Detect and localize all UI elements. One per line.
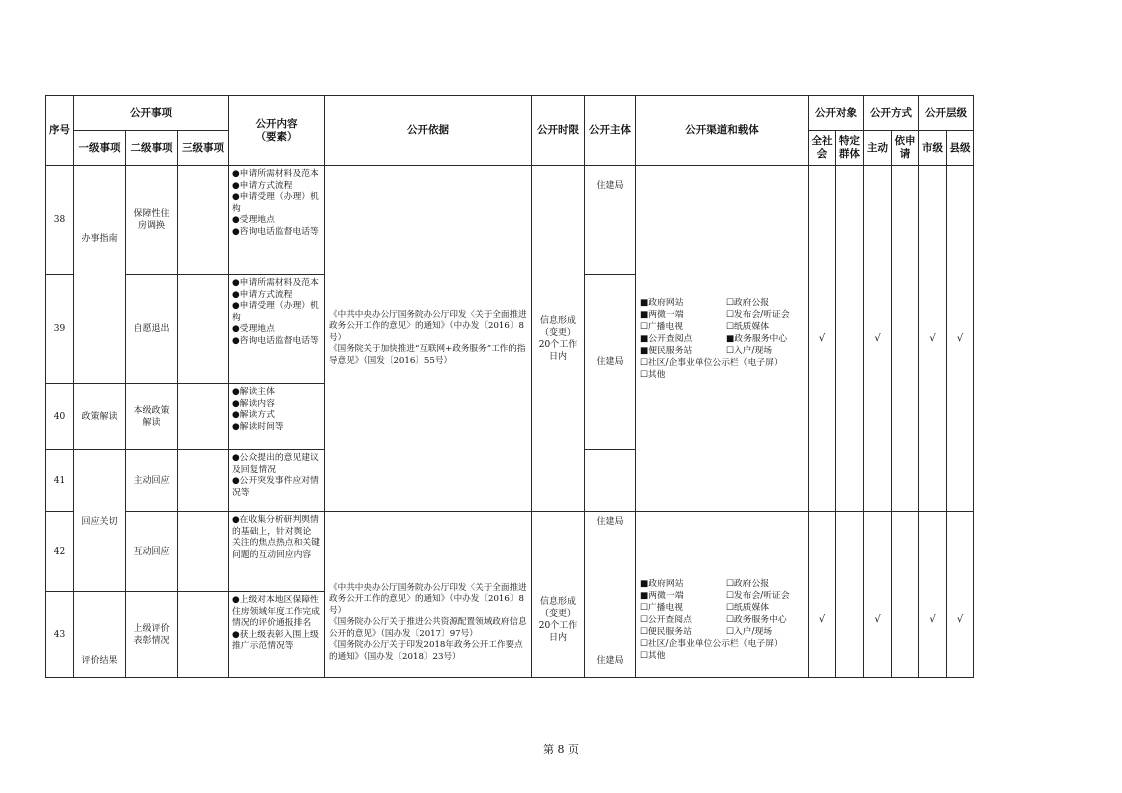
level-county-cell [946, 165, 974, 512]
level2-label: 本级政策解读 [133, 405, 170, 428]
subject-text: 住建局 [596, 181, 624, 191]
header-target [808, 95, 864, 131]
header-level2 [125, 130, 178, 166]
content-cell [228, 449, 325, 512]
content-text: ●上级对本地区保障性住房领域年度工作完成情况的评价通报排名 ●获上级表彰入围上级推广示范情况等 [232, 595, 320, 652]
header-channel-label: 公开渠道和载体 [685, 124, 759, 136]
header-method-label: 公开方式 [870, 106, 912, 119]
header-method-active-label: 主动 [867, 141, 888, 154]
header-target-all-label: 全社会 [811, 135, 833, 160]
channel-extra [640, 638, 809, 662]
channel-list [640, 578, 809, 662]
channel-grid [640, 297, 809, 357]
header-level [918, 95, 974, 131]
header-level1-label: 一级事项 [78, 141, 121, 154]
level2-cell [125, 511, 178, 592]
channel-option: ☐公开查阅点 [640, 614, 692, 625]
channel-option: ☐广播电视 [640, 321, 684, 332]
channel-option: ☐社区/企事业单位公示栏（电子屏） [640, 638, 783, 649]
header-target-label: 公开对象 [815, 106, 857, 119]
channel-cell [635, 165, 809, 512]
subject-cell [584, 165, 636, 275]
level1-label: 政策解读 [81, 411, 118, 422]
level3-cell [177, 511, 229, 592]
channel-option: ■公开查阅点 [640, 333, 693, 344]
time-text: 信息形成（变更）20个工作日内 [538, 315, 578, 362]
channel-option: ☐政府公报 [726, 578, 770, 589]
row-39-no [45, 274, 74, 384]
header-time [531, 95, 585, 166]
level3-cell [177, 383, 229, 450]
header-level2-label: 二级事项 [130, 141, 173, 154]
channel-option: ☐政府公报 [726, 297, 770, 308]
level2-label: 自愿退出 [133, 324, 170, 334]
check-mark: √ [818, 332, 826, 344]
level2-label: 上级评价表彰情况 [133, 623, 170, 646]
header-seq-label: 序号 [49, 124, 70, 136]
header-basis-label: 公开依据 [407, 124, 449, 136]
check-mark: √ [956, 332, 964, 344]
channel-option: ■两微一端 [640, 309, 684, 320]
level3-cell [177, 274, 229, 384]
channel-option: ☐纸质媒体 [726, 321, 770, 332]
check-mark: √ [818, 613, 826, 625]
channel-option: ☐政务服务中心 [726, 614, 787, 625]
channel-grid [640, 578, 809, 638]
header-items-label: 公开事项 [130, 106, 172, 119]
header-method-active [863, 130, 892, 166]
row-number: 43 [53, 629, 66, 640]
header-target-all [808, 130, 836, 166]
time-cell [531, 511, 585, 678]
header-channel [635, 95, 809, 166]
content-text: ●申请所需材料及范本 ●申请方式流程 ●申请受理（办理）机构 ●受理地点 ●咨询电话监督电话等 [232, 278, 319, 346]
level2-label: 互动回应 [133, 546, 170, 557]
method-apply-cell [891, 165, 919, 512]
channel-option: ☐发布会/听证会 [726, 590, 790, 601]
content-text: ●解读主体 ●解读内容 ●解读方式 ●解读时间等 [232, 387, 284, 432]
content-cell [228, 165, 325, 275]
row-number: 42 [53, 546, 66, 557]
level1-evaluation [73, 591, 126, 678]
level2-cell [125, 274, 178, 384]
channel-list [640, 297, 809, 381]
channel-option: ■便民服务站 [640, 345, 693, 356]
channel-option: ☐广播电视 [640, 602, 684, 613]
header-level1 [73, 130, 126, 166]
channel-cell [635, 511, 809, 678]
header-level-city-label: 市级 [922, 141, 943, 154]
header-method [863, 95, 919, 131]
channel-option: ■政府网站 [640, 578, 684, 589]
page-number: 第 8 页 [543, 743, 579, 756]
header-content-label: 公开内容（要素） [255, 117, 298, 143]
level1-response [73, 449, 126, 592]
content-cell [228, 511, 325, 592]
check-mark: √ [956, 613, 964, 625]
row-number: 39 [53, 324, 66, 334]
method-active-cell [863, 165, 892, 512]
header-level3-label: 三级事项 [182, 141, 224, 154]
level1-label: 评价结果 [81, 656, 118, 666]
channel-option: ☐发布会/听证会 [726, 309, 790, 320]
header-method-apply [891, 130, 919, 166]
target-all-cell [808, 511, 836, 678]
check-mark: √ [874, 332, 881, 344]
level1-label: 回应关切 [81, 516, 118, 527]
channel-option: ☐其他 [640, 650, 666, 661]
channel-option: ■政府网站 [640, 297, 684, 308]
level3-cell [177, 165, 229, 275]
level2-cell [125, 165, 178, 275]
subject-cell [584, 449, 636, 512]
channel-option: ■政务服务中心 [726, 333, 788, 344]
level1-policy [73, 383, 126, 450]
row-number: 41 [53, 475, 66, 486]
level3-cell [177, 449, 229, 512]
row-42-no [45, 511, 74, 592]
target-all-cell [808, 165, 836, 512]
header-method-apply-label: 依申请 [894, 135, 916, 160]
level1-guide [73, 165, 126, 384]
method-apply-cell [891, 511, 919, 678]
content-cell [228, 383, 325, 450]
header-target-specific-label: 特定群体 [839, 135, 860, 160]
header-level-label: 公开层级 [925, 106, 967, 119]
subject-text: 住建局 [596, 357, 624, 367]
target-specific-cell [835, 511, 864, 678]
channel-option: ☐入户/现场 [726, 626, 773, 637]
row-number: 40 [53, 411, 66, 422]
level-county-cell [946, 511, 974, 678]
row-43-no [45, 591, 74, 678]
header-level3 [177, 130, 229, 166]
header-target-specific [835, 130, 864, 166]
channel-option: ☐便民服务站 [640, 626, 692, 637]
level2-label: 主动回应 [133, 475, 170, 486]
channel-option: ☐入户/现场 [726, 345, 773, 356]
time-text: 信息形成（变更）20个工作日内 [538, 596, 578, 643]
target-specific-cell [835, 165, 864, 512]
check-mark: √ [929, 332, 936, 344]
content-text: ●申请所需材料及范本 ●申请方式流程 ●申请受理（办理）机构 ●受理地点 ●咨询电话监督电话等 [232, 169, 319, 237]
subject-text: 住建局 [596, 517, 624, 527]
basis-text: 《中共中央办公厅国务院办公厅印发〈关于全面推进政务公开工作的意见〉的通知》（中办发〔2016〕8号） 《国务院办公厅关于推进公共资源配置领域政府信息公开的意见》（国办发〔2017〕97号） 《国务院办公厅关于印发2018年政务公开工作要点的通知》（国办发〔2018〕23号） [329, 582, 527, 662]
subject-cell [584, 511, 636, 678]
channel-option: ☐社区/企事业单位公示栏（电子屏） [640, 357, 783, 368]
check-mark: √ [874, 613, 881, 625]
basis-cell [324, 511, 532, 678]
channel-extra [640, 357, 809, 381]
channel-option: ☐其他 [640, 369, 666, 380]
time-cell [531, 165, 585, 512]
header-basis [324, 95, 532, 166]
content-text: ●在收集分析研判舆情的基础上，针对舆论 关注的焦点热点和关键问题的互动回应内容 [232, 515, 320, 560]
check-mark: √ [929, 613, 936, 625]
row-number: 38 [53, 215, 66, 225]
header-level-county [946, 130, 974, 166]
header-content [228, 95, 325, 166]
level3-cell [177, 591, 229, 678]
row-41-no [45, 449, 74, 512]
content-cell [228, 591, 325, 678]
basis-text: 《中共中央办公厅国务院办公厅印发〈关于全面推进政务公开工作的意见〉的通知》（中办发〔2016〕8号） 《国务院关于加快推进“互联网+政务服务”工作的指导意见》（国发〔2016〕55号） [329, 309, 527, 366]
content-text: ●公众提出的意见建议 及回复情况 ●公开突发事件应对情况等 [232, 453, 319, 498]
header-subject-label: 公开主体 [589, 124, 631, 136]
level2-label: 保障性住房调换 [133, 209, 170, 231]
level-city-cell [918, 165, 947, 512]
row-38-no [45, 165, 74, 275]
method-active-cell [863, 511, 892, 678]
header-level-county-label: 县级 [949, 141, 971, 154]
header-time-label: 公开时限 [537, 124, 579, 136]
channel-option: ■两微一端 [640, 590, 684, 601]
subject-cell [584, 274, 636, 450]
level-city-cell [918, 511, 947, 678]
header-seq [45, 95, 74, 166]
level2-cell [125, 383, 178, 450]
channel-option: ☐纸质媒体 [726, 602, 770, 613]
level2-cell [125, 449, 178, 512]
subject-text: 住建局 [596, 656, 624, 666]
level2-cell [125, 591, 178, 678]
level1-label: 办事指南 [81, 233, 118, 244]
content-cell [228, 274, 325, 384]
row-40-no [45, 383, 74, 450]
basis-cell [324, 165, 532, 512]
header-level-city [918, 130, 947, 166]
header-subject [584, 95, 636, 166]
header-items [73, 95, 229, 131]
